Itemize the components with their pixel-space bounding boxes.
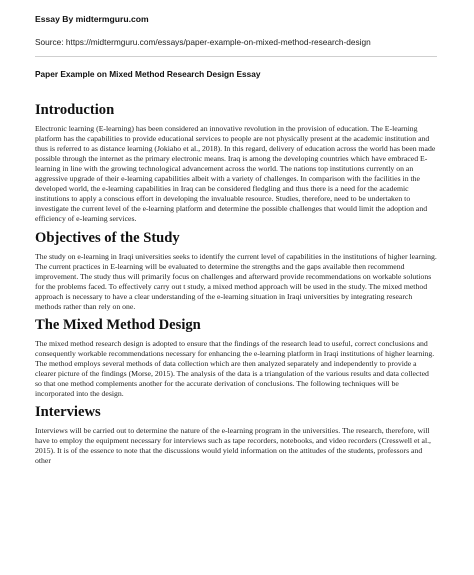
section-body: The mixed method research design is adopted to ensure that the findings of the research lead to useful, correct conclusions and consequently workable recommendations necessary for enhancing the e-learning platform in Iraqi institutions of higher learning. The method employs several methods of data collection which are then analyzed separately and independently to provide a clearer picture of the findings (Morse, 2015). The analysis of the data is a triangulation of the various results and data collected so that one method complements another for the accurate derivation of conclusions. The following techniques will be incorporated into the design. (35, 338, 435, 399)
document-title: Paper Example on Mixed Method Research Design Essay (35, 69, 261, 79)
source-line: Source: https://midtermguru.com/essays/paper-example-on-mixed-method-research-design (35, 37, 371, 47)
page-header (35, 0, 437, 57)
section-objectives (35, 230, 437, 312)
section-body: The study on e-learning in Iraqi universities seeks to identify the current level of capabilities in the institutions of higher learning. The current practices in E-learning will be evaluated to determine the strengths and the gaps available then recommend improvement. The study thus will primarily focus on challenges and afterward provide recommendations on workable solutions for the problems faced. To effectively carry out t study, a mixed method approach will be used in the study. The mixed method approach is necessary to have a clear understanding of the e-learning situation in Iraqi universities by integrating research methods rather than rely on one. (35, 251, 437, 311)
section-introduction (35, 102, 437, 225)
section-heading: Introduction (35, 102, 115, 118)
section-heading: The Mixed Method Design (35, 316, 201, 333)
section-interviews (35, 404, 437, 466)
section-heading: Interviews (35, 404, 101, 421)
brand-line: Essay By midtermguru.com (35, 14, 149, 24)
section-mixed-method-design (35, 317, 437, 399)
section-heading: Objectives of the Study (35, 229, 180, 246)
section-body: Interviews will be carried out to determine the nature of the e-learning program in the universities. The research, therefore, will have to employ the equipment necessary for interviews such as tape recorders, notebooks, and video recorders (Cresswell et al., 2015). It is of the essence to note that the discussions would yield information on the attitudes of the students, professors and other (35, 426, 431, 466)
section-body: Electronic learning (E-learning) has been considered an innovative revolution in the provision of education. The E-learning platform has the capabilities to provide educational services to people are not physically present at the academic institution and thus is referred to as distance learning (Jokiaho et al., 2018). In this regard, delivery of education across the world has been made possible through the internet as the primary electronic means. Iraq is among the developing countries which have embraced E-learning in line with the growing technological advancement across the world. The nations top institutions currently on an aggressive upgrade of their e-learning capabilities albeit with a variety of challenges. In comparison with the facilities in the developed world, the e-learning capabilities in Iraq can be considered fledgling and thus there is a need for the academic institutions to apply a conscious effort in developing the invaluable resource. Studies, therefore, need to be undertaken to investigate the current level of the e-learning platform and determine the possible challenges that would limit the adoption and efficiency of e-learning services. (35, 124, 436, 224)
